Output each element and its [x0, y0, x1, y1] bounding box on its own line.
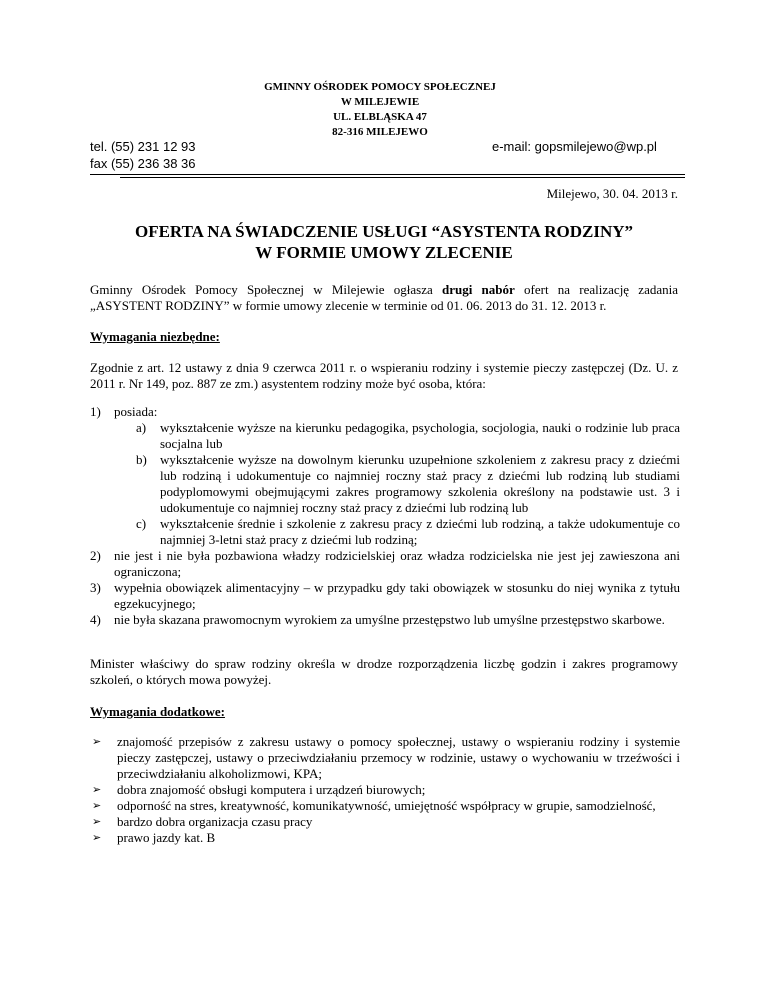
phone-number: tel. (55) 231 12 93 [90, 139, 196, 154]
bullet-text: dobra znajomość obsługi komputera i urządzeń biurowych; [117, 782, 426, 797]
sub-item-text: wykształcenie wyższe na kierunku pedagogika, psychologia, socjologia, nauki o rodzinie lub praca socjalna lub [160, 420, 680, 451]
list-item [90, 580, 680, 612]
list-item [90, 830, 680, 846]
org-name: GMINNY OŚRODEK POMOCY SPOŁECZNEJ [264, 81, 496, 93]
organization-header [230, 80, 530, 140]
regulation-note: Minister właściwy do spraw rodziny określa w drodze rozporządzenia liczbę godzin i zakres programowy szkoleń, o których mowa powyżej. [90, 656, 678, 687]
sub-item-letter: b) [136, 452, 147, 467]
required-list [90, 404, 680, 628]
phone-contacts [90, 138, 196, 172]
sub-list-item [90, 452, 680, 516]
item-text: nie jest i nie była pozbawiona władzy rodzicielskiej oraz władza rodzicielska nie jest jej zawieszona ani ograniczona; [114, 548, 680, 579]
item-number: 1) [90, 404, 101, 419]
arrow-bullet-icon: ➢ [92, 783, 102, 796]
list-item [90, 798, 680, 814]
header-divider [90, 174, 685, 175]
intro-bold: drugi nabór [441, 282, 515, 297]
item-text: posiada: [114, 404, 158, 419]
title-line-2: W FORMIE UMOWY ZLECENIE [255, 243, 513, 262]
list-item [90, 612, 680, 628]
sub-list-item [90, 516, 680, 548]
title-line-1: OFERTA NA ŚWIADCZENIE USŁUGI “ASYSTENTA RODZINY” [134, 222, 634, 241]
sub-item-text: wykształcenie wyższe na dowolnym kierunku uzupełnione szkoleniem z zakresu pracy z dziećmi lub rodziną i udokumentuje co najmniej roczny staż pracy z dziećmi lub rodziną lub studiami podyplomowymi obejmującymi zakres programowy szkolenia określony na podstawie ust. 3 i udokumentuje co najmniej roczny staż pracy z dziećmi lub rodziną lub [160, 452, 680, 515]
bullet-text: znajomość przepisów z zakresu ustawy o pomocy społecznej, ustawy o wspieraniu rodziny i systemie pieczy zastępczej, ustawy o przeciwdziałaniu przemocy w rodzinie, ustawy o wychowaniu w trzeźwości i przeciwdziałaniu alkoholizmowi, KPA; [117, 734, 680, 781]
fax-number: fax (55) 236 38 36 [90, 156, 196, 171]
intro-text-end: ofert na realizację zadania „ASYSTENT RODZINY” w formie umowy zlecenie w terminie od 01. 06. 2013 do 31. 12. 2013 r. [90, 282, 678, 313]
sub-item-letter: c) [136, 516, 147, 531]
list-item [90, 734, 680, 782]
org-postal: 82-316 MILEJEWO [332, 126, 428, 138]
intro-paragraph [90, 282, 678, 314]
item-text: wypełnia obowiązek alimentacyjny – w przypadku gdy taki obowiązek w stosunku do niej wynika z tytułu egzekucyjnego; [114, 580, 680, 611]
arrow-bullet-icon: ➢ [92, 815, 102, 828]
bullet-text: prawo jazdy kat. B [117, 830, 216, 845]
item-number: 3) [90, 580, 101, 595]
arrow-bullet-icon: ➢ [92, 735, 102, 748]
required-intro: Zgodnie z art. 12 ustawy z dnia 9 czerwca 2011 r. o wspieraniu rodziny i systemie pieczy zastępczej (Dz. U. z 2011 r. Nr 149, poz. 887 ze zm.) asystentem rodziny może być osoba, która: [90, 360, 678, 391]
document-date: Milejewo, 30. 04. 2013 r. [546, 186, 678, 201]
bullet-text: odporność na stres, kreatywność, komunikatywność, umiejętność współpracy w grupie, samodzielność, [117, 798, 656, 813]
arrow-bullet-icon: ➢ [92, 831, 102, 844]
arrow-bullet-icon: ➢ [92, 799, 102, 812]
sub-item-letter: a) [136, 420, 147, 435]
org-location: W MILEJEWIE [340, 96, 420, 108]
additional-heading: Wymagania dodatkowe: [90, 704, 225, 719]
document-title [90, 221, 678, 263]
item-number: 4) [90, 612, 101, 627]
item-number: 2) [90, 548, 101, 563]
list-item [90, 548, 680, 580]
list-item [90, 814, 680, 830]
item-text: nie była skazana prawomocnym wyrokiem za umyślne przestępstwo lub umyślne przestępstwo skarbowe. [114, 612, 665, 627]
org-street: UL. ELBLĄSKA 47 [333, 111, 427, 123]
bullet-text: bardzo dobra organizacja czasu pracy [117, 814, 313, 829]
additional-list [90, 734, 680, 846]
list-item [90, 782, 680, 798]
list-item [90, 404, 680, 420]
header-divider-secondary [120, 177, 685, 178]
intro-text-start: Gminny Ośrodek Pomocy Społecznej w Milejewie ogłasza [90, 282, 442, 297]
sub-item-text: wykształcenie średnie i szkolenie z zakresu pracy z dziećmi lub rodziną, a także udokumentuje co najmniej 3-letni staż pracy z dziećmi lub rodziną; [160, 516, 680, 547]
required-heading: Wymagania niezbędne: [90, 329, 220, 344]
sub-list-item [90, 420, 680, 452]
email-contact: e-mail: gopsmilejewo@wp.pl [492, 139, 657, 154]
